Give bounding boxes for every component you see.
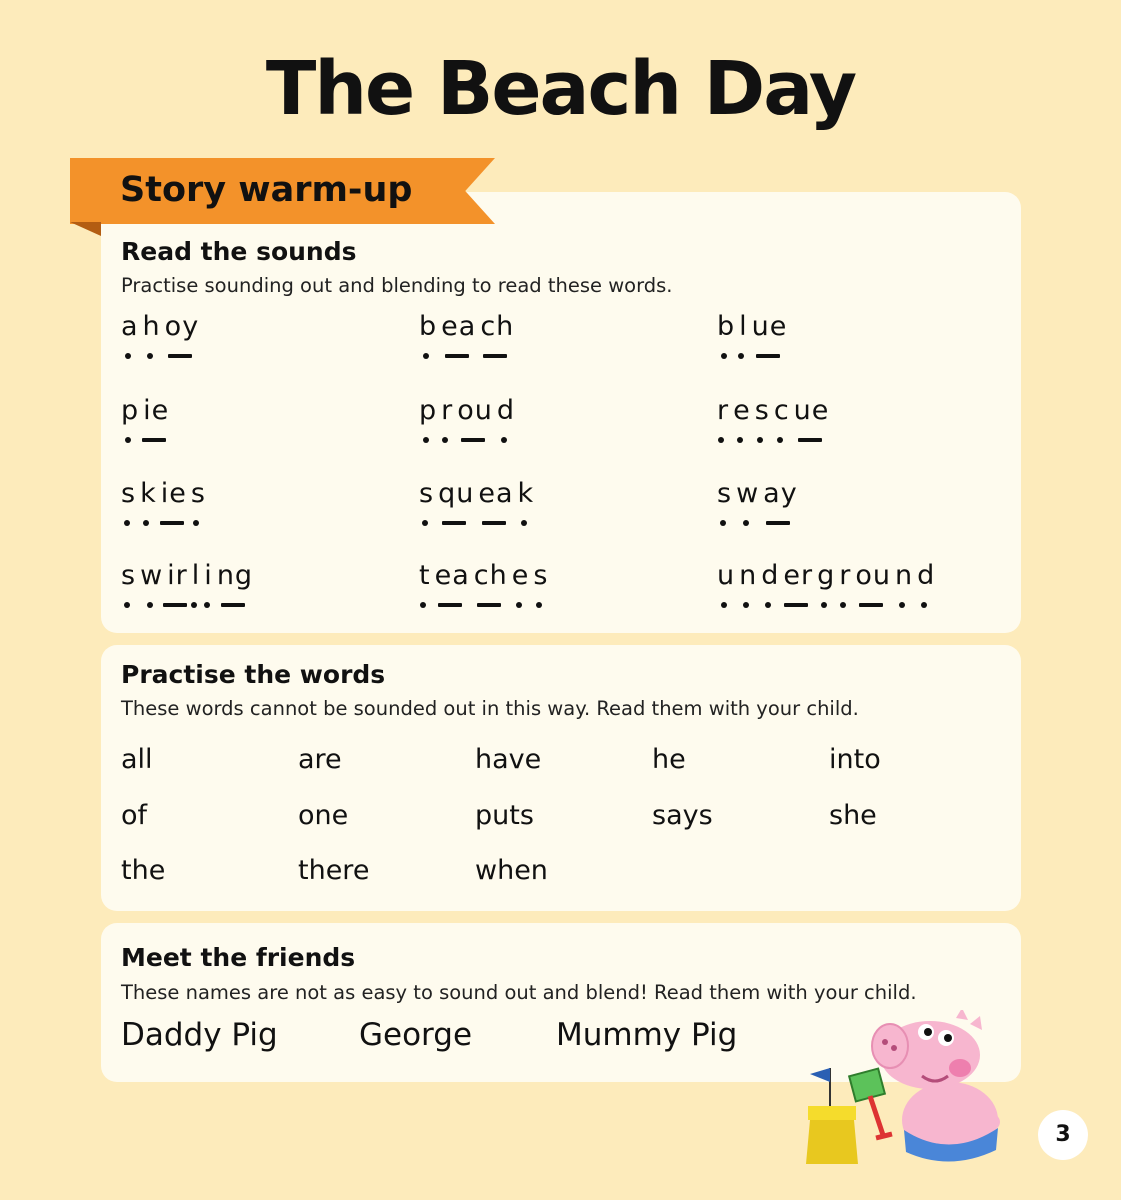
sound-dash [784,603,808,607]
tricky-word: the [121,855,166,886]
grapheme: oy [164,311,200,342]
grapheme: n [739,560,758,591]
friend-name: Mummy Pig [556,1017,738,1053]
grapheme: ue [751,311,788,342]
sound-dot [899,602,905,608]
sound-dot [536,602,542,608]
grapheme: h [142,311,161,342]
sound-dot [516,602,522,608]
grapheme: r [839,560,852,591]
grapheme: t [419,560,431,591]
sound-dash [483,354,507,358]
grapheme: k [140,478,157,509]
grapheme: ch [473,560,508,591]
sound-dot [124,520,130,526]
sound-dash [766,521,790,525]
grapheme: ea [478,478,514,509]
banner-fold [70,222,101,236]
sounds-heading: Read the sounds [121,237,357,266]
page-number: 3 [1038,1110,1088,1160]
george-pig-illustration [800,1010,1020,1180]
tricky-word: have [475,744,542,775]
sound-dash [798,438,822,442]
grapheme: d [761,560,780,591]
sound-word [121,397,173,448]
sound-dash [477,603,501,607]
sound-word [419,397,519,448]
sound-dot [720,520,726,526]
tricky-word: all [121,744,153,775]
grapheme: ch [480,311,515,342]
sound-dash [756,354,780,358]
sounds-instruction: Practise sounding out and blending to read these words. [121,274,673,297]
grapheme: l [191,560,201,591]
sound-dot [147,602,153,608]
sound-word [717,480,802,531]
sound-word [121,480,210,531]
tricky-instruction: These words cannot be sounded out in this way. Read them with your child. [121,697,859,720]
sound-word [121,313,203,364]
sound-dot [721,602,727,608]
grapheme: a [121,311,139,342]
grapheme: s [190,478,206,509]
sound-word [419,313,518,364]
grapheme: e [733,395,751,426]
grapheme: c [773,395,790,426]
sound-dot [738,353,744,359]
tricky-word: into [829,744,881,775]
sound-dot [423,353,429,359]
sound-dash [442,521,466,525]
grapheme: r [717,395,730,426]
page-title: The Beach Day [265,46,856,132]
tricky-word: puts [475,800,534,831]
grapheme: qu [438,478,475,509]
friends-instruction: These names are not as easy to sound out and blend! Read them with your child. [121,981,917,1004]
sound-word [717,562,939,613]
sound-dot [143,520,149,526]
grapheme: s [121,478,137,509]
sound-dash [438,603,462,607]
sound-dot [721,353,727,359]
sound-dot [840,602,846,608]
grapheme: w [140,560,164,591]
tricky-heading: Practise the words [121,660,386,689]
grapheme: n [895,560,914,591]
grapheme: b [717,311,736,342]
sound-dot [125,437,131,443]
grapheme: ue [793,395,830,426]
friend-name: George [359,1017,473,1053]
sound-word [717,313,791,364]
sound-dash [461,438,485,442]
grapheme: ou [457,395,493,426]
grapheme: s [717,478,733,509]
grapheme: ay [763,478,798,509]
tricky-word: he [652,744,686,775]
sound-dash [859,603,883,607]
grapheme: ou [855,560,891,591]
grapheme: u [717,560,736,591]
sound-dot [193,520,199,526]
grapheme: d [496,395,516,426]
sound-dash [221,603,245,607]
tricky-word: there [298,855,370,886]
banner-label: Story warm-up [120,170,413,210]
sound-dot [765,602,771,608]
tricky-word: when [475,855,548,886]
sound-dot [521,520,527,526]
grapheme: s [754,395,770,426]
sound-dash [142,438,166,442]
grapheme: l [739,311,748,342]
tricky-word: of [121,800,148,831]
sound-dot [757,437,763,443]
grapheme: p [121,395,140,426]
grapheme: e [511,560,530,591]
sound-word [419,562,552,613]
grapheme: ea [434,560,470,591]
grapheme: ie [160,478,187,509]
sound-dot [423,437,429,443]
grapheme: b [419,311,438,342]
sound-dot [743,602,749,608]
sound-dot [422,520,428,526]
grapheme: er [783,560,814,591]
sound-dash [160,521,184,525]
sound-dot [204,602,210,608]
grapheme: s [121,560,137,591]
tricky-word: she [829,800,877,831]
sound-dot [921,602,927,608]
tricky-word: are [298,744,342,775]
sound-dot [777,437,783,443]
friends-heading: Meet the friends [121,943,356,972]
sound-dot [125,353,131,359]
grapheme: ng [216,560,254,591]
tricky-word: one [298,800,349,831]
sound-dot [147,353,153,359]
sound-word [717,397,833,448]
tricky-word: says [652,800,713,831]
grapheme: w [736,478,760,509]
grapheme: ie [143,395,170,426]
sound-dot [191,602,197,608]
sound-dash [482,521,506,525]
sound-dash [445,354,469,358]
grapheme: ea [441,311,477,342]
sound-dash [168,354,192,358]
grapheme: p [419,395,438,426]
grapheme: s [533,560,549,591]
sound-dot [718,437,724,443]
sound-dot [124,602,130,608]
spade-icon [849,1069,892,1138]
grapheme: d [917,560,936,591]
sound-dash [163,603,187,607]
grapheme: g [817,560,836,591]
sound-dot [737,437,743,443]
sound-dot [442,437,448,443]
sound-word [121,562,257,613]
sound-dot [420,602,426,608]
friend-name: Daddy Pig [121,1017,278,1053]
sound-word [419,480,538,531]
grapheme: i [204,560,213,591]
sound-dot [821,602,827,608]
grapheme: s [419,478,435,509]
grapheme: ir [167,560,188,591]
sound-dot [501,437,507,443]
sound-dot [743,520,749,526]
grapheme: r [441,395,454,426]
grapheme: k [517,478,535,509]
